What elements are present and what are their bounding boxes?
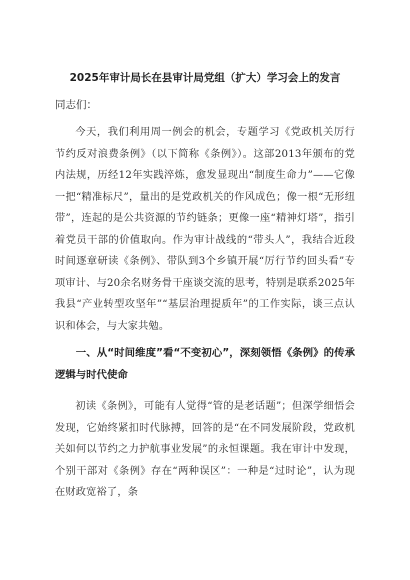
document-title: 2025年审计局长在县审计局党组（扩大）学习会上的发言: [69, 72, 341, 84]
salutation: 同志们：: [55, 99, 97, 111]
section-heading-1: 一、从“时间维度”看“不变初心”，深刻领悟《条例》的传承逻辑与时代使命: [55, 347, 355, 381]
paragraph-section-1: 初读《条例》，可能有人觉得“管的是老话题”；但深学细悟会发现，它始终紧扣时代脉搏，回答的是“在不同发展阶段，党政机关如何以节约之力护航事业发展”的永恒课题。我在审计中发现，个别干部对《条例》存在“两种误区”：一种是“过时论”，认为现在财政宽裕了，条: [55, 401, 355, 498]
paragraph-intro: 今天，我们利用周一例会的机会，专题学习《党政机关厉行节约反对浪费条例》（以下简称《条例》）。这部2013年颁布的党内法规，历经12年实践淬炼，愈发显现出“制度生命力”——它像一把“精准标尺”，量出的是党政机关的作风成色；像一根“无形纽带”，连起的是公共资源的节约链条；更像一座“精神灯塔”，指引着党员干部的价值取向。作为审计战线的“带头人”，我结合近段时间逐章研读《条例》、带队到3个乡镇开展“厉行节约回头看”专项审计、与20余名财务骨干座谈交流的思考，特别是联系2025年我县“产业转型攻坚年”“基层治理提质年”的工作实际，谈三点认识和体会，与大家共勉。: [55, 127, 355, 332]
